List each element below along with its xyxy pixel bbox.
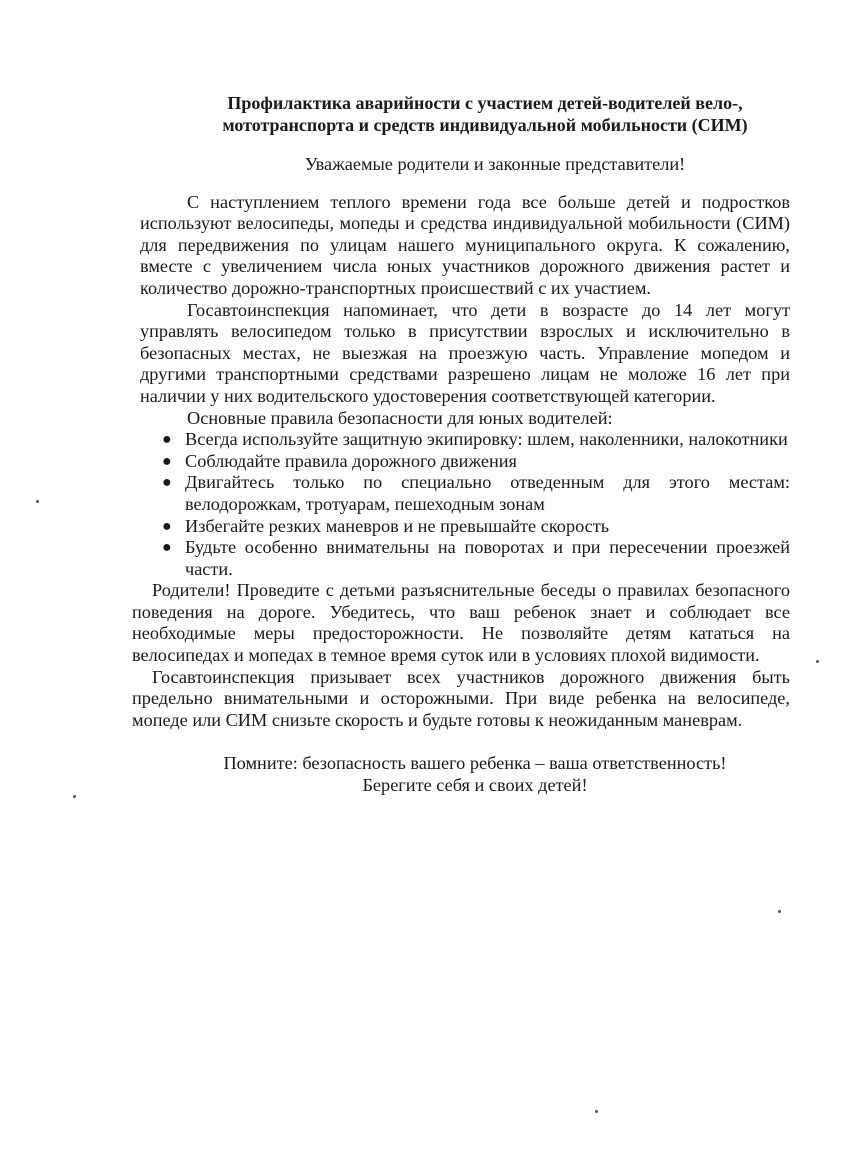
document-body: [132, 92, 790, 797]
bullet-icon: ●: [162, 474, 172, 492]
title-line-2: мототранспорта и средств индивидуальной мобильности (СИМ): [222, 115, 748, 135]
scan-speck: [595, 1110, 598, 1113]
rule-text: Соблюдайте правила дорожного движения: [185, 450, 517, 471]
list-item: [140, 429, 790, 451]
paragraph-parents: Родители! Проведите с детьми разъяснительные беседы о правилах безопасного поведения на дороге. Убедитесь, что ваш ребенок знает и соблюдает все необходимые меры предосторожности. Не позволяйте детям кататься на велосипедах и мопедах в темное время суток или в условиях плохой видимости.: [132, 580, 790, 666]
safety-rules-list: [140, 429, 790, 580]
rules-lead: Основные правила безопасности для юных водителей:: [187, 407, 613, 428]
bullet-icon: ●: [162, 539, 172, 557]
rule-text: Избегайте резких маневров и не превышайте скорость: [185, 515, 610, 536]
list-item: [140, 537, 790, 580]
greeting: Уважаемые родители и законные представители!: [304, 154, 686, 174]
scan-speck: [73, 795, 76, 798]
paragraph-gai-appeal: Госавтоинспекция призывает всех участников дорожного движения быть предельно внимательными и осторожными. При виде ребенка на велосипеде, мопеде или СИМ снизьте скорость и будьте готовы к неожиданным маневрам.: [132, 666, 790, 730]
list-item: [140, 472, 790, 515]
paragraph-gai-reminder: Госавтоинспекция напоминает, что дети в возрасте до 14 лет могут управлять велосипедом только в присутствии взрослых и исключительно в безопасных местах, не выезжая на проезжую часть. Управление мопедом и другими транспортными средствами разрешено лицам не моложе 16 лет при наличии у них водительского удостоверения соответствующей категории.: [140, 299, 790, 406]
closing-block: [160, 753, 790, 796]
document-title: [180, 92, 790, 136]
title-line-1: Профилактика аварийности с участием детей-водителей вело-,: [227, 93, 743, 113]
rule-text: Всегда используйте защитную экипировку: шлем, наколенники, налокотники: [185, 429, 788, 450]
bullet-icon: ●: [162, 517, 172, 535]
closing-line-2: Берегите себя и своих детей!: [362, 775, 588, 796]
bullet-icon: ●: [162, 431, 172, 449]
list-item: [140, 451, 790, 473]
paragraph-intro: С наступлением теплого времени года все больше детей и подростков используют велосипеды, мопеды и средства индивидуальной мобильности (СИМ) для передвижения по улицам нашего муниципального округа. К сожалению, вместе с увеличением числа юных участников дорожного движения растет и количество дорожно-транспортных происшествий с их участием.: [140, 191, 790, 298]
scan-speck: [778, 910, 781, 913]
scan-speck: [36, 500, 39, 503]
closing-line-1: Помните: безопасность вашего ребенка – ваша ответственность!: [223, 753, 727, 774]
bullet-icon: ●: [162, 452, 172, 470]
scan-speck: [816, 660, 819, 663]
list-item: [140, 516, 790, 538]
rule-text: Двигайтесь только по специально отведенным для этого местам: велодорожкам, тротуарам, пешеходным зонам: [185, 472, 790, 514]
rule-text: Будьте особенно внимательны на поворотах и при пересечении проезжей части.: [185, 537, 790, 579]
